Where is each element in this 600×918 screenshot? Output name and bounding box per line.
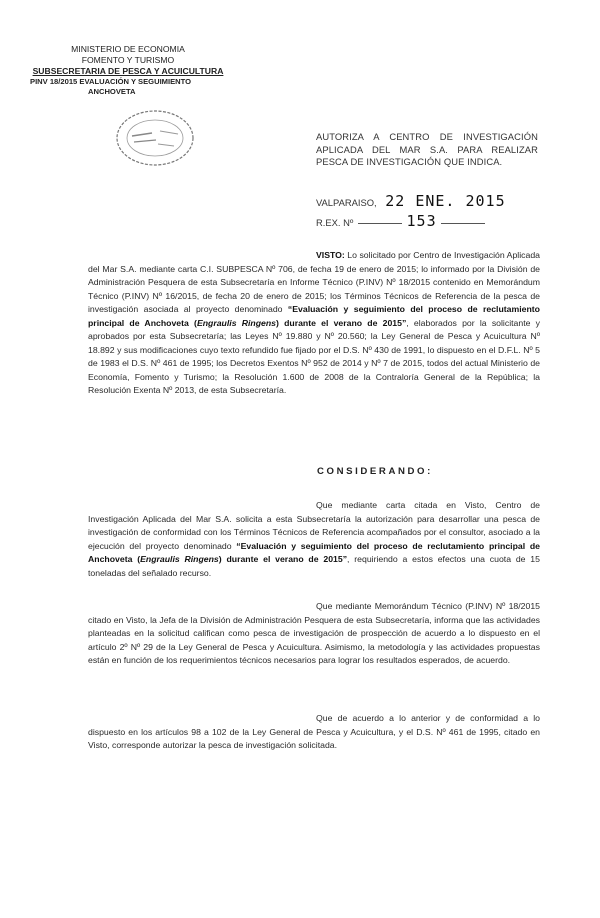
resolution-number: 153 bbox=[406, 212, 437, 230]
resolution-label: R.EX. Nº bbox=[316, 217, 354, 228]
date-line bbox=[316, 192, 506, 210]
fill-line-right bbox=[441, 223, 485, 224]
considerando-paragraph-2 bbox=[88, 600, 540, 668]
c1-project-b: ) durante el verano de 2015” bbox=[218, 554, 348, 564]
considerando-paragraph-3 bbox=[88, 712, 540, 753]
visto-paragraph bbox=[88, 249, 540, 398]
fill-line-left bbox=[358, 223, 402, 224]
date-stamp: 22 ENE. 2015 bbox=[385, 192, 506, 210]
subsecretaria-line: SUBSECRETARIA DE PESCA Y ACUICULTURA bbox=[32, 66, 224, 76]
considerando-paragraph-1 bbox=[88, 499, 540, 580]
visto-species: Engraulis Ringens bbox=[196, 317, 276, 328]
c1-text-b: , requiriendo a estos efectos una cuota de 15 toneladas del señalado recurso. bbox=[88, 554, 540, 578]
visto-text-b: , elaborados por la solicitante y aprobados por esta Subsecretaría; las Leyes Nº 19.880 y Nº 20.560; la Ley General de Pesca y Acuicultura Nº 18.892 y sus modificaciones cuyo texto refundido fue fijado por el D.S. Nº 430 de 1991, lo dispuesto en el D.F.L. Nº 5 de 1983 el D.S. Nº 461 de 1995; los Decretos Exentos Nº 952 de 2014 y Nº 7 de 2015, todos del actual Ministerio de Economía, Fomento y Turismo; la Resolución 1.600 de 2008 de la Contraloría General de la República; la Resolución Exenta Nº 2013, de esta Subsecretaría. bbox=[88, 317, 540, 395]
c1-species: Engraulis Ringens bbox=[140, 554, 219, 564]
c1-project-a: “Evaluación y seguimiento del proceso de reclutamiento principal de Anchoveta ( bbox=[88, 540, 540, 564]
c2-text: Que mediante Memorándum Técnico (P.INV) Nº 18/2015 citado en Visto, la Jefa de la División de Administración Pesquera de esta Subsecretaría, informa que las actividades planteadas en la solicitud califican como pesca de investigación de prospección de acuerdo a lo dispuesto en el artículo 2º Nº 29 de la Ley General de Pesca y Acuicultura. Asimismo, la metodología y las actividades propuestas están en función de los requerimientos técnicos necesarios para lograr los resultados esperados, de acuerdo. bbox=[88, 601, 540, 665]
visto-label: VISTO: bbox=[316, 250, 345, 260]
resolution-subject: AUTORIZA A CENTRO DE INVESTIGACIÓN APLICADA DEL MAR S.A. PARA REALIZAR PESCA DE INVESTIGACIÓN QUE INDICA. bbox=[316, 131, 538, 167]
ministry-line-1: MINISTERIO DE ECONOMIA bbox=[71, 44, 185, 54]
visto-project-a: “Evaluación y seguimiento del proceso de reclutamiento principal de Anchoveta ( bbox=[88, 304, 540, 328]
official-seal-stamp bbox=[112, 106, 198, 170]
date-label: VALPARAISO, bbox=[316, 197, 377, 208]
visto-section bbox=[88, 249, 540, 398]
ministry-line-2: FOMENTO Y TURISMO bbox=[81, 55, 175, 65]
visto-text-a: Lo solicitado por Centro de Investigación Aplicada del Mar S.A. mediante carta C.I. SUBPESCA Nº 706, de fecha 19 de enero de 2015; lo informado por la División de Administración Pesquera de esta Subsecretaría en Informe Técnico (P.INV) Nº 18/2015 contenido en Memorándum Técnico (P.INV) Nº 16/2015, de fecha 20 de enero de 2015; los Términos Técnicos de Referencia de la pesca de investigación asociada al proyecto denominado bbox=[88, 250, 540, 314]
c3-text: Que de acuerdo a lo anterior y de conformidad a lo dispuesto en los artículos 98 a 102 de la Ley General de Pesca y Acuicultura, y el D.S. Nº 461 de 1995, citado en Visto, corresponde autorizar la pesca de investigación solicitada. bbox=[88, 713, 540, 750]
pinv-line-2: ANCHOVETA bbox=[88, 87, 136, 96]
resolution-number-line bbox=[316, 212, 485, 230]
visto-project-b: ) durante el verano de 2015” bbox=[276, 317, 407, 328]
considerando-heading: CONSIDERANDO: bbox=[317, 466, 433, 477]
c1-text-a: Que mediante carta citada en Visto, Centro de Investigación Aplicada del Mar S.A. solicita a esta Subsecretaría la autorización para desarrollar una pesca de investigación de conformidad con los Términos Técnicos de Referencia acompañados por el consultor, asociado a la ejecución del proyecto denominado bbox=[88, 500, 540, 551]
pinv-line-1: PINV 18/2015 EVALUACIÓN Y SEGUIMIENTO bbox=[30, 77, 192, 86]
letterhead bbox=[28, 44, 228, 97]
